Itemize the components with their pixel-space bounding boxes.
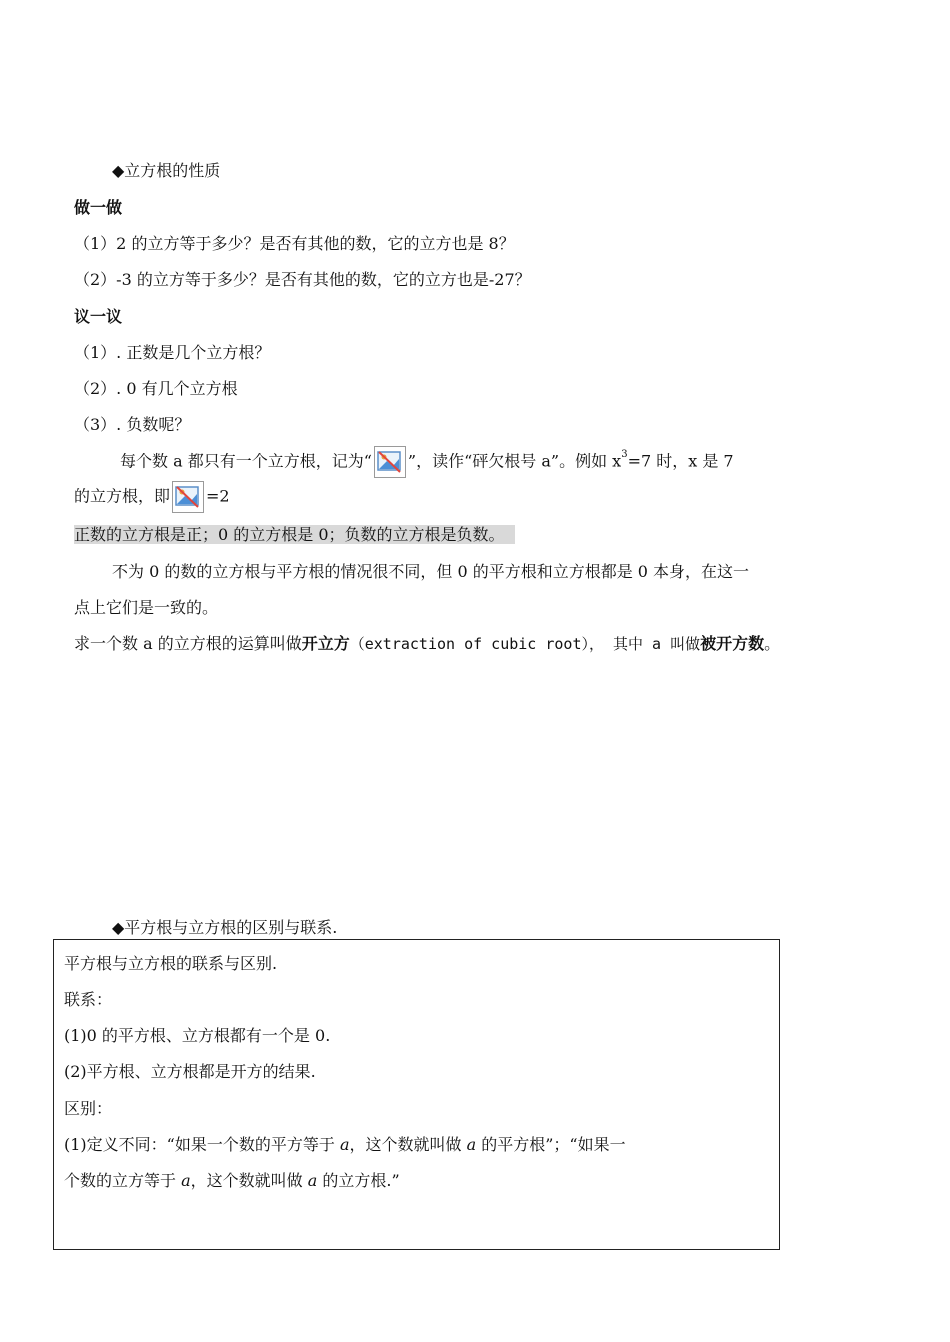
diff2-text-a: 个数的立方等于 — [64, 1171, 182, 1190]
do-title: 做一做 — [74, 198, 123, 217]
difference-item-1-line2 — [64, 1170, 400, 1192]
notation-text-b: ”，读作“砰欠根号 a”。例如 x — [407, 451, 622, 471]
broken-image-icon — [172, 481, 204, 513]
diff1-text-a: (1)定义不同：“如果一个数的平方等于 — [64, 1135, 340, 1154]
do-item-1: （1）2 的立方等于多少？是否有其他的数，它的立方也是 8？ — [74, 234, 515, 253]
diff1-text-c: ，这个数就叫做 — [349, 1135, 467, 1154]
superscript-3: 3 — [621, 449, 628, 460]
discuss-item-2: （2）. 0 有几个立方根 — [74, 379, 238, 398]
var-a: a — [181, 1171, 191, 1190]
relation-item-1: (1)0 的平方根、立方根都有一个是 0. — [64, 1026, 331, 1045]
comparison-box — [53, 939, 780, 1250]
broken-image-icon — [374, 446, 406, 478]
do-item-2: （2）-3 的立方等于多少？是否有其他的数，它的立方也是-27？ — [74, 270, 531, 289]
section-heading-cube-root-properties: ◆立方根的性质 — [112, 161, 221, 180]
relation-item-2: (2)平方根、立方根都是开方的结果. — [64, 1062, 316, 1081]
diff1-text-e: 的平方根”；“如果一 — [476, 1135, 626, 1154]
paragraph-notation-line2 — [74, 481, 230, 513]
notation-text-d: 的立方根，即 — [74, 486, 171, 506]
difference-item-1-line1 — [64, 1134, 626, 1156]
paragraph-comparison-line2: 点上它们是一致的。 — [74, 598, 219, 617]
notation-text-a: 每个数 a 都只有一个立方根，记为“ — [120, 451, 372, 471]
var-a: a — [339, 1135, 350, 1154]
highlighted-text: 正数的立方根是正；0 的立方根是 0；负数的立方根是负数。 — [74, 525, 515, 544]
notation-text-c: =7 时，x 是 7 — [627, 451, 734, 471]
var-a: a — [307, 1171, 318, 1190]
paragraph-comparison-line1: 不为 0 的数的立方根与平方根的情况很不同，但 0 的平方根和立方根都是 0 本身，在这一 — [112, 562, 750, 581]
paragraph-definition — [74, 633, 780, 655]
box-title: 平方根与立方根的联系与区别. — [64, 954, 278, 973]
diff2-text-c: ，这个数就叫做 — [190, 1171, 308, 1190]
highlight-rule — [74, 524, 515, 546]
paragraph-notation — [120, 446, 734, 478]
term-cube-root-extraction: 开立方 — [301, 634, 350, 653]
definition-text-c: （extraction of cubic root）， 其中 a 叫做 — [349, 635, 701, 653]
discuss-item-3: （3）. 负数呢？ — [74, 415, 191, 434]
discuss-title: 议一议 — [74, 307, 123, 326]
diff2-text-e: 的立方根.” — [317, 1171, 400, 1190]
difference-label: 区别： — [64, 1099, 113, 1118]
term-radicand: 被开方数 — [700, 634, 765, 653]
var-a: a — [466, 1135, 477, 1154]
definition-text-a: 求一个数 a 的立方根的运算叫做 — [74, 634, 302, 653]
definition-text-e: 。 — [764, 634, 781, 653]
notation-text-e: =2 — [206, 486, 230, 506]
relation-label: 联系： — [64, 990, 113, 1009]
discuss-item-1: （1）. 正数是几个立方根？ — [74, 343, 271, 362]
section-heading-difference-relation: ◆平方根与立方根的区别与联系. — [112, 918, 338, 937]
